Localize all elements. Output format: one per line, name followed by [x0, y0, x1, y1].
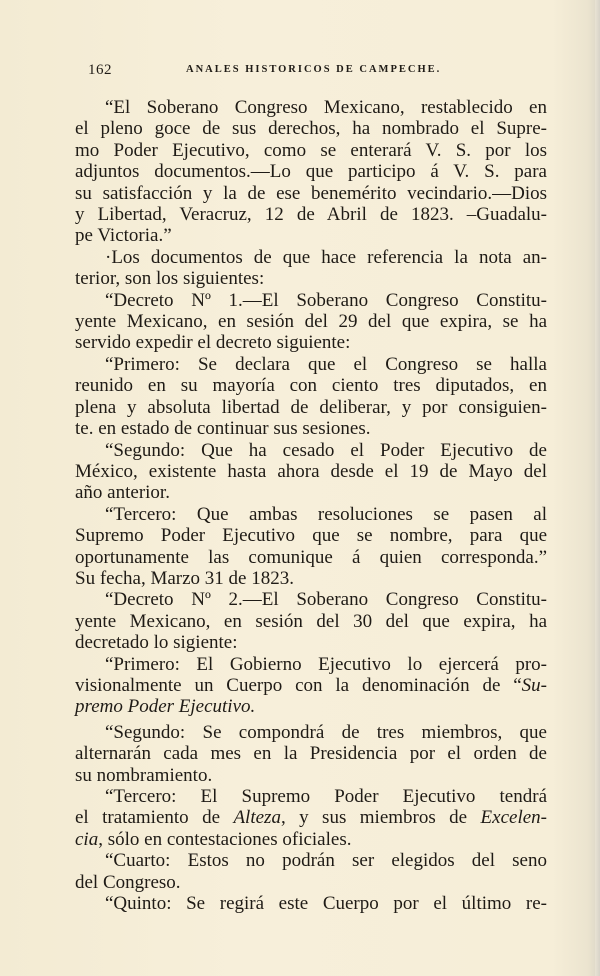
- text-line: “Decreto Nº 1.—El Soberano Congreso Constitu-: [105, 289, 547, 311]
- text-line: [75, 829, 547, 850]
- text-line: su nombramiento.: [75, 764, 213, 786]
- running-head: [88, 62, 548, 82]
- italic-run: premo Poder Ejecutivo.: [75, 696, 256, 718]
- text-run: el tratamiento de: [75, 807, 234, 829]
- text-line: “Primero: El Gobierno Ejecutivo lo ejercerá pro-: [105, 653, 547, 675]
- text-line: “Segundo: Que ha cesado el Poder Ejecutivo de: [105, 439, 547, 461]
- text-line: “Segundo: Se compondrá de tres miembros, que: [105, 721, 547, 743]
- text-run: , sólo en contestaciones oficiales.: [98, 828, 352, 850]
- paragraph: [75, 504, 547, 590]
- text-line: año anterior.: [75, 482, 170, 504]
- text-line: el pleno goce de sus derechos, ha nombrado el Supre-: [75, 118, 547, 140]
- text-line: te. en estado de continuar sus sesiones.: [75, 418, 371, 440]
- text-line: “Tercero: Que ambas resoluciones se pasen al: [105, 503, 547, 525]
- text-line: y Libertad, Veracruz, 12 de Abril de 1823. –Guadalu-: [75, 204, 547, 226]
- paragraph: [75, 893, 547, 914]
- text-line: oportunamente las comunique á quien corresponda.”: [75, 546, 547, 568]
- text-line: [75, 696, 547, 717]
- text-line: “Cuarto: Estos no podrán ser elegidos del seno: [105, 850, 547, 872]
- text-line: adjuntos documentos.—Lo que participo á V. S. para: [75, 161, 547, 183]
- text-line: “Decreto Nº 2.—El Soberano Congreso Constitu-: [105, 589, 547, 611]
- page-number: 162: [88, 62, 112, 78]
- paragraph: [75, 354, 547, 440]
- text-line: “Primero: Se declara que el Congreso se halla: [105, 353, 547, 375]
- paragraph: [75, 654, 547, 718]
- paragraph: [75, 290, 547, 354]
- text-line: pe Victoria.”: [75, 225, 172, 247]
- text-line: mo Poder Ejecutivo, como se enterará V. S. por los: [75, 139, 547, 161]
- text-line: servido expedir el decreto siguiente:: [75, 332, 351, 354]
- text-run: , y sus miembros de: [280, 807, 481, 829]
- text-line: “El Soberano Congreso Mexicano, restablecido en: [105, 97, 547, 118]
- paragraph: [75, 440, 547, 504]
- text-line: terior, son los siguientes:: [75, 268, 265, 290]
- text-line: su satisfacción y la de ese benemérito vecindario.—Dios: [75, 182, 547, 204]
- body-text: [75, 97, 547, 914]
- text-line: Supremo Poder Ejecutivo que se nombre, para que: [75, 525, 547, 547]
- text-line: plena y absoluta libertad de deliberar, y por consiguien-: [75, 396, 547, 418]
- running-title: ANALES HISTORICOS DE CAMPECHE.: [186, 64, 442, 75]
- text-line: México, existente hasta ahora desde el 19 de Mayo del: [75, 460, 547, 482]
- text-line: Su fecha, Marzo 31 de 1823.: [75, 567, 294, 589]
- italic-run: Excelen-: [480, 807, 547, 829]
- text-line: ·Los documentos de que hace referencia la nota an-: [105, 246, 547, 268]
- text-line: del Congreso.: [75, 871, 181, 893]
- text-line: reunido en su mayoría con ciento tres diputados, en: [75, 375, 547, 397]
- paragraph: [75, 247, 547, 290]
- text-line: [75, 807, 547, 828]
- text-line: “Tercero: El Supremo Poder Ejecutivo tendrá: [105, 786, 547, 807]
- italic-run: cia: [75, 828, 99, 850]
- text-line: yente Mexicano, en sesión del 29 del que expira, se ha: [75, 311, 547, 333]
- italic-run: Alteza: [233, 807, 281, 829]
- text-line: [75, 675, 547, 696]
- italic-run: Su-: [521, 674, 547, 696]
- page-edge-shadow: [595, 0, 600, 976]
- text-run: visionalmente un Cuerpo con la denominación de “: [75, 674, 522, 696]
- paragraph: [75, 722, 547, 786]
- text-line: “Quinto: Se regirá este Cuerpo por el último re-: [105, 893, 547, 915]
- text-line: alternarán cada mes en la Presidencia por el orden de: [75, 743, 547, 765]
- paragraph: [75, 97, 547, 247]
- text-line: decretado lo sigiente:: [75, 632, 238, 654]
- paragraph: [75, 850, 547, 893]
- text-line: yente Mexicano, en sesión del 30 del que expira, ha: [75, 610, 547, 632]
- paragraph: [75, 589, 547, 653]
- paragraph: [75, 786, 547, 850]
